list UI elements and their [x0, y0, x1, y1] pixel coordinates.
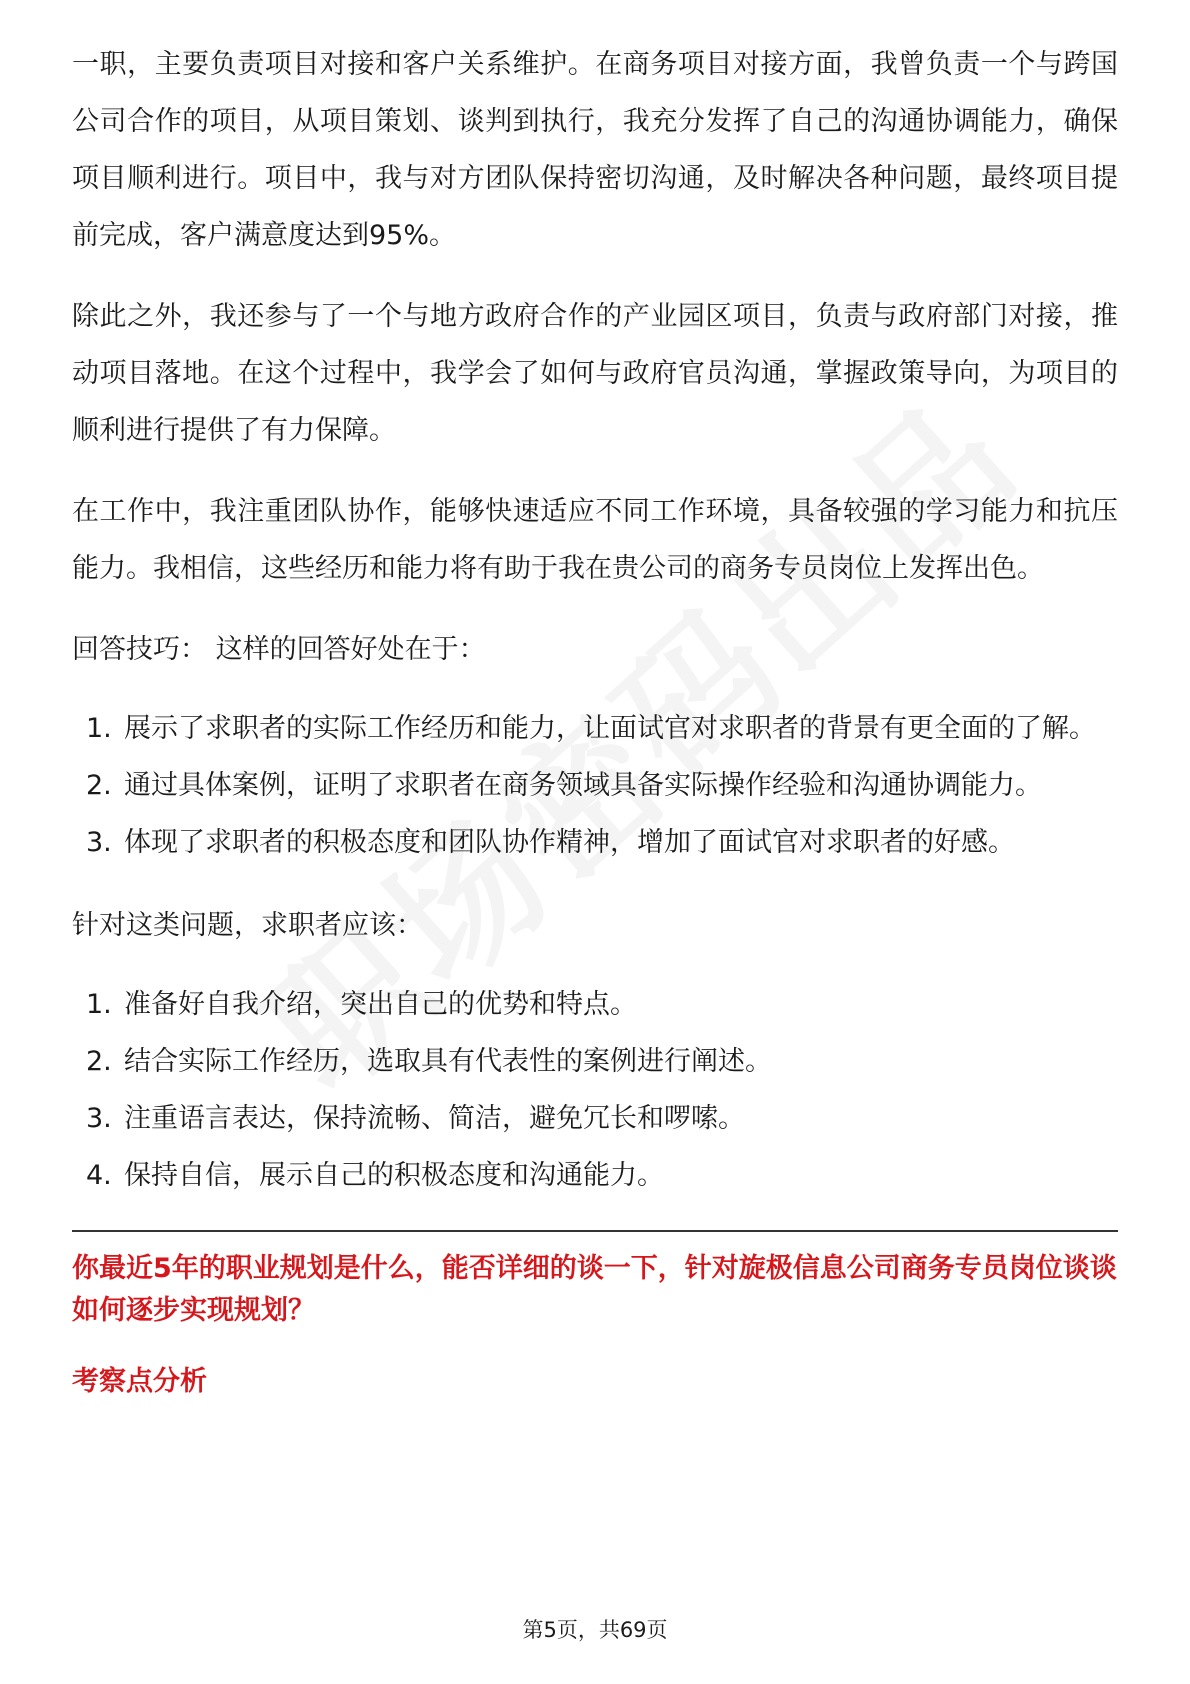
next-question-heading: 你最近5年的职业规划是什么，能否详细的谈一下，针对旋极信息公司商务专员岗位谈谈如何逐步实现规划？	[72, 1253, 1117, 1326]
paragraph-teamwork: 在工作中，我注重团队协作，能够快速适应不同工作环境，具备较强的学习能力和抗压能力。我相信，这些经历和能力将有助于我在贵公司的商务专员岗位上发挥出色。	[72, 496, 1118, 584]
list-item: 1. 展示了求职者的实际工作经历和能力，让面试官对求职者的背景有更全面的了解。	[86, 713, 1096, 744]
list-item: 3. 体现了求职者的积极态度和团队协作精神，增加了面试官对求职者的好感。	[86, 827, 1015, 858]
paragraph-government-project: 除此之外，我还参与了一个与地方政府合作的产业园区项目，负责与政府部门对接，推动项目落地。在这个过程中，我学会了如何与政府官员沟通，掌握政策导向，为项目的顺利进行提供了有力保障。	[72, 301, 1118, 446]
tips-list	[72, 700, 1118, 871]
page-number-footer: 第5页，共69页	[522, 1618, 668, 1642]
advice-intro: 针对这类问题，求职者应该：	[72, 910, 423, 941]
analysis-heading: 考察点分析	[72, 1366, 207, 1397]
list-item: 1. 准备好自我介绍，突出自己的优势和特点。	[86, 989, 637, 1020]
page-content	[72, 36, 1118, 1402]
list-item: 2. 通过具体案例，证明了求职者在商务领域具备实际操作经验和沟通协调能力。	[86, 770, 1042, 801]
tips-intro: 回答技巧： 这样的回答好处在于：	[72, 634, 486, 665]
paragraph-experience: 一职，主要负责项目对接和客户关系维护。在商务项目对接方面，我曾负责一个与跨国公司合作的项目，从项目策划、谈判到执行，我充分发挥了自己的沟通协调能力，确保项目顺利进行。项目中，我与对方团队保持密切沟通，及时解决各种问题，最终项目提前完成，客户满意度达到95%。	[72, 49, 1118, 251]
list-item: 3. 注重语言表达，保持流畅、简洁，避免冗长和啰嗦。	[86, 1103, 745, 1134]
section-divider	[72, 1230, 1118, 1232]
list-item: 4. 保持自信，展示自己的积极态度和沟通能力。	[86, 1160, 664, 1191]
advice-list	[72, 976, 1118, 1204]
list-item: 2. 结合实际工作经历，选取具有代表性的案例进行阐述。	[86, 1046, 772, 1077]
